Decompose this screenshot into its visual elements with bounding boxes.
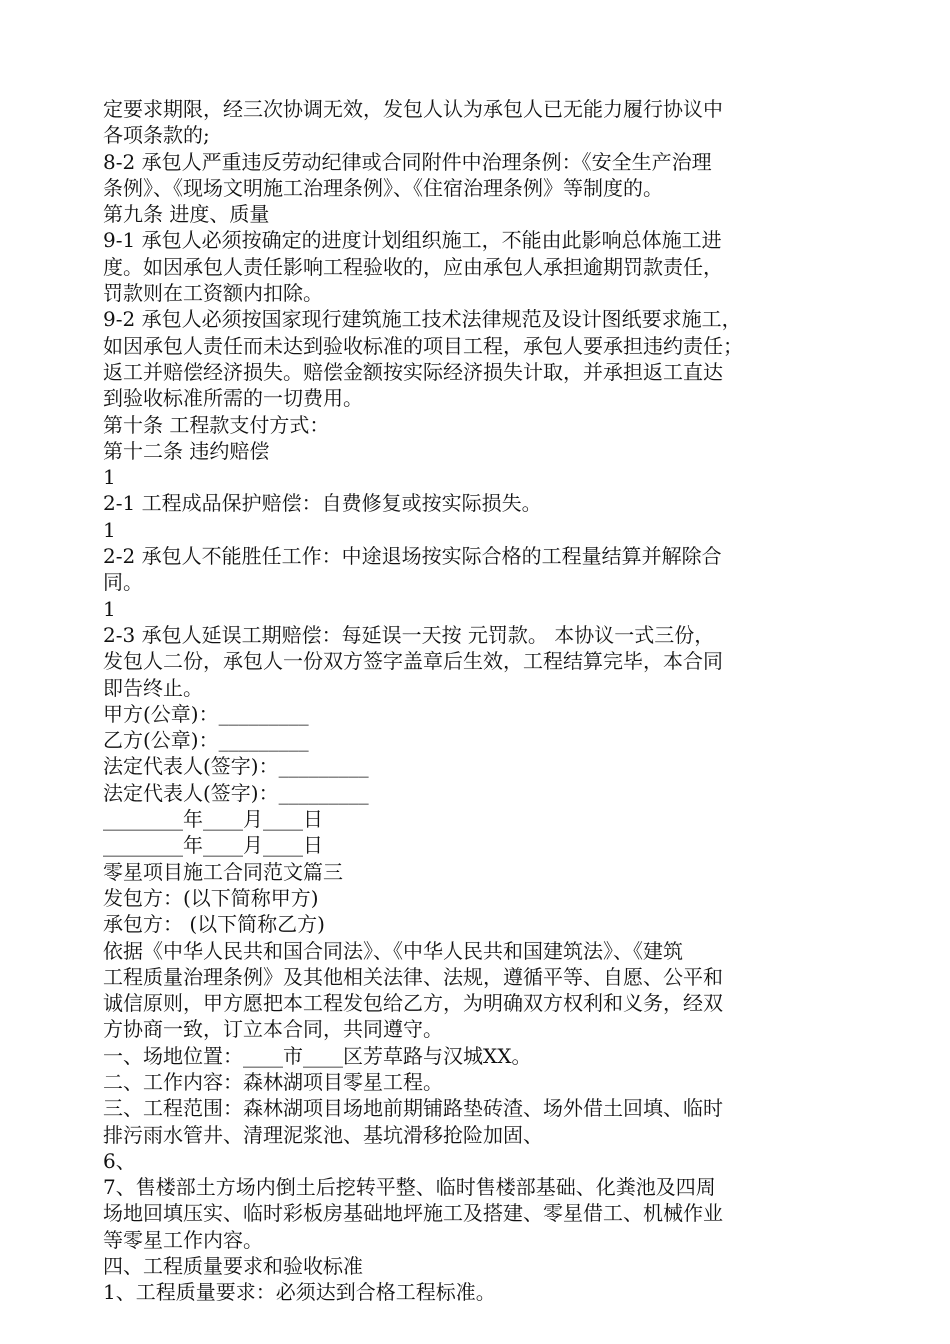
text-line: 1 (103, 517, 116, 542)
text-line: 到验收标准所需的一切费用。 (103, 386, 363, 411)
signature-line-legal-rep: 法定代表人(签字)：_________ (103, 754, 369, 779)
text-line: 二、工作内容：森林湖项目零星工程。 (103, 1069, 443, 1094)
section-heading: 四、工程质量要求和验收标准 (103, 1254, 363, 1279)
text-line: 6、 (103, 1148, 136, 1173)
text-line: 依据《中华人民共和国合同法》、《中华人民共和国建筑法》、《建筑 (103, 938, 683, 963)
text-line: 2-3 承包人延误工期赔偿：每延误一天按 元罚款。 本协议一式三份， (103, 622, 715, 647)
text-line: 等零星工作内容。 (103, 1227, 263, 1252)
text-line: 排污雨水管井、清理泥浆池、基坑滑移抢险加固、 (103, 1122, 543, 1147)
text-line: 一、场地位置：____市____区芳草路与汉城XX。 (103, 1043, 532, 1068)
document-title: 零星项目施工合同范文篇三 (103, 859, 343, 884)
document-body (103, 96, 863, 1306)
text-line: 发包人二份，承包人一份双方签字盖章后生效，工程结算完毕，本合同 (103, 649, 723, 674)
signature-line-legal-rep: 法定代表人(签字)：_________ (103, 780, 369, 805)
text-line: 度。如因承包人责任影响工程验收的，应由承包人承担逾期罚款责任， (103, 254, 723, 279)
text-line: 发包方：(以下简称甲方) (103, 885, 319, 910)
text-line: 7、售楼部土方场内倒土后挖转平整、临时售楼部基础、化粪池及四周 (103, 1175, 716, 1200)
section-heading: 第十条 工程款支付方式： (103, 412, 330, 437)
text-line: 2-2 承包人不能胜任工作：中途退场按实际合格的工程量结算并解除合 (103, 544, 722, 569)
text-line: 条例》、《现场文明施工治理条例》、《住宿治理条例》等制度的。 (103, 175, 663, 200)
text-line: 方协商一致，订立本合同，共同遵守。 (103, 1017, 443, 1042)
date-line: ________年____月____日 (103, 833, 323, 858)
text-line: 诚信原则，甲方愿把本工程发包给乙方，为明确双方权利和义务，经双 (103, 991, 723, 1016)
text-line: 定要求期限，经三次协调无效，发包人认为承包人已无能力履行协议中 (103, 97, 723, 121)
text-line: 1 (103, 465, 116, 490)
text-line: 同。 (103, 570, 143, 595)
section-heading: 第九条 进度、质量 (103, 202, 270, 227)
text-line: 场地回填压实、临时彩板房基础地坪施工及搭建、零星借工、机械作业 (103, 1201, 723, 1226)
text-line: 9-1 承包人必须按确定的进度计划组织施工，不能由此影响总体施工进 (103, 228, 722, 253)
signature-line-party-b: 乙方(公章)：_________ (103, 728, 309, 753)
signature-line-party-a: 甲方(公章)：_________ (103, 701, 309, 726)
date-line: ________年____月____日 (103, 807, 323, 832)
text-line: 承包方： (以下简称乙方) (103, 912, 325, 937)
text-line: 三、工程范围：森林湖项目场地前期铺路垫砖渣、场外借土回填、临时 (103, 1096, 723, 1121)
text-line: 8-2 承包人严重违反劳动纪律或合同附件中治理条例：《安全生产治理 (103, 149, 712, 174)
text-line: 2-1 工程成品保护赔偿：自费修复或按实际损失。 (103, 491, 542, 516)
text-line: 返工并赔偿经济损失。赔偿金额按实际经济损失计取，并承担返工直达 (103, 359, 723, 384)
text-line: 9-2 承包人必须按国家现行建筑施工技术法律规范及设计图纸要求施工， (103, 307, 742, 332)
text-line: 工程质量治理条例》及其他相关法律、法规，遵循平等、自愿、公平和 (103, 964, 723, 989)
text-line: 各项条款的; (103, 123, 210, 148)
text-line: 1、工程质量要求：必须达到合格工程标准。 (103, 1280, 496, 1305)
section-heading: 第十二条 违约赔偿 (103, 438, 270, 463)
text-line: 1 (103, 596, 116, 621)
text-line: 即告终止。 (103, 675, 203, 700)
text-line: 如因承包人责任而未达到验收标准的项目工程，承包人要承担违约责任； (103, 333, 743, 358)
text-line: 罚款则在工资额内扣除。 (103, 281, 323, 306)
